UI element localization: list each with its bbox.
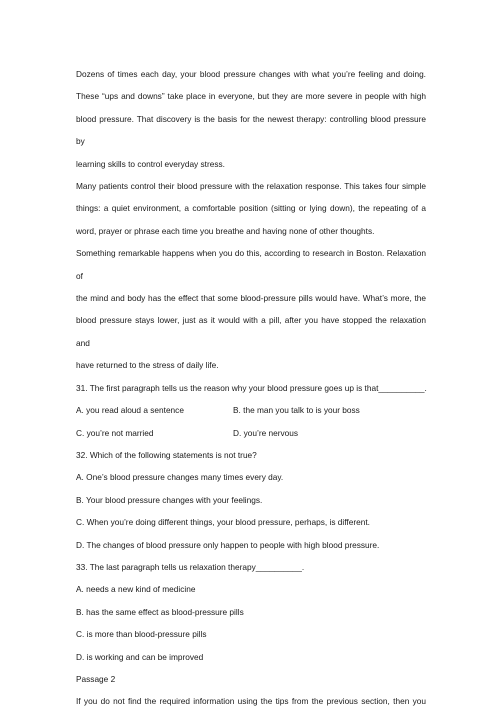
question-stem: 31. The first paragraph tells us the reason why your blood pressure goes up is that__________. [76, 382, 427, 393]
passage1-paragraph-1 [76, 63, 426, 175]
text-line: things: a quiet environment, a comfortable position (sitting or lying down), the repeating of a [76, 203, 426, 214]
option-c: C. you’re not married [76, 427, 154, 438]
option-b: B. Your blood pressure changes with your feelings. [76, 494, 263, 505]
question-32 [76, 444, 426, 556]
question-stem: 32. Which of the following statements is not true? [76, 449, 257, 460]
question-33 [76, 556, 426, 668]
question-31 [76, 377, 426, 444]
option-d: D. you’re nervous [233, 427, 299, 438]
text-line: blood pressure stays lower, just as it would with a pill, after you have stopped the relaxation and [76, 315, 426, 348]
option-a: A. One’s blood pressure changes many times every day. [76, 472, 284, 483]
option-a: A. needs a new kind of medicine [76, 584, 196, 595]
option-c: C. is more than blood-pressure pills [76, 629, 207, 640]
text-line: These “ups and downs” take place in everyone, but they are more severe in people with high [76, 91, 426, 102]
option-d: D. is working and can be improved [76, 651, 204, 662]
option-c: C. When you’re doing different things, your blood pressure, perhaps, is different. [76, 517, 370, 528]
text-line: Dozens of times each day, your blood pressure changes with what you’re feeling and doing. [76, 69, 426, 79]
option-d: D. The changes of blood pressure only happen to people with high blood pressure. [76, 539, 380, 550]
text-line: Something remarkable happens when you do this, according to research in Boston. Relaxation of [76, 248, 426, 281]
text-line: learning skills to control everyday stress. [76, 158, 225, 169]
passage2 [76, 668, 426, 713]
text-line: If you do not find the required information using the tips from the previous section, then you [76, 696, 426, 707]
option-b: B. the man you talk to is your boss [233, 405, 360, 416]
option-b: B. has the same effect as blood-pressure pills [76, 606, 244, 617]
text-line: have returned to the stress of daily life. [76, 360, 219, 371]
option-a: A. you read aloud a sentence [76, 405, 184, 416]
text-line: blood pressure. That discovery is the basis for the newest therapy: controlling blood pressure by [76, 113, 426, 147]
passage1-paragraph-2 [76, 175, 426, 242]
option-row [76, 422, 426, 444]
question-stem: 33. The last paragraph tells us relaxation therapy__________. [76, 561, 305, 572]
text-line: word, prayer or phrase each time you breathe and having none of other thoughts. [76, 225, 375, 236]
passage-heading: Passage 2 [76, 673, 116, 684]
option-row [76, 399, 426, 421]
text-line: Many patients control their blood pressure with the relaxation response. This takes four simple [76, 181, 426, 192]
text-line: the mind and body has the effect that some blood-pressure pills would have. What’s more, the [76, 293, 426, 304]
passage1-paragraph-3 [76, 242, 426, 376]
